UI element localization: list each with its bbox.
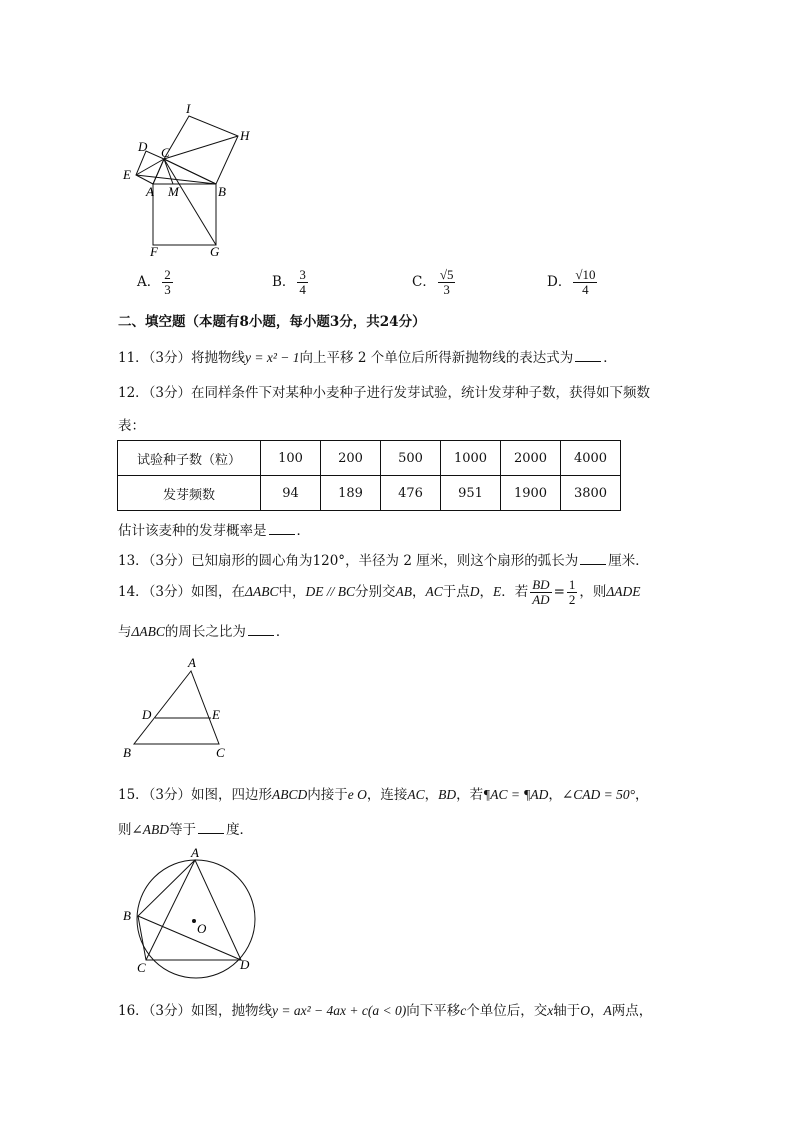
- q15-answer-blank: [198, 820, 224, 834]
- label-M: M: [168, 184, 179, 199]
- section-2-heading: 二、填空题（本题有8小题，每小题3分，共24分）: [118, 314, 426, 330]
- table-header-cell: 发芽频数: [118, 476, 261, 511]
- square-cihb: [164, 116, 238, 184]
- table-row: [118, 476, 621, 511]
- label-D: D: [240, 957, 250, 972]
- option-a: A． $\frac{2}{3}$: [137, 267, 171, 297]
- q11-formula: y = x² − 1: [245, 350, 300, 365]
- q13-answer-blank: [580, 551, 606, 565]
- question-14-line2: 与ΔABC的周长之比为 ．: [118, 624, 290, 640]
- label-A: A: [146, 184, 154, 199]
- table-cell: 189: [321, 476, 381, 511]
- question-11: 11．（3分）将抛物线y = x² − 1向上平移 2 个单位后所得新抛物线的表达式为 ．: [118, 350, 617, 366]
- label-O: O: [197, 921, 207, 936]
- label-C: C: [216, 745, 225, 760]
- question-16: 16．（3分）如图，抛物线y = ax² − 4ax + c(a < 0)向下平移c个单位后，交x轴于O，A两点，: [118, 1003, 653, 1019]
- segment-ab-ext: [136, 175, 216, 184]
- table-row: [118, 441, 621, 476]
- question-15-line1: 15．（3分）如图，四边形ABCD内接于e O，连接AC，BD，若¶AC = ¶AD，∠CAD = 50°，: [118, 787, 649, 803]
- label-C: C: [161, 145, 170, 160]
- question-15-line2: 则∠ABD等于 度．: [118, 822, 254, 838]
- q14-answer-blank: [248, 622, 274, 636]
- label-G: G: [210, 244, 220, 259]
- q11-answer-blank: [575, 348, 601, 362]
- label-B: B: [123, 745, 131, 760]
- label-F: F: [150, 244, 158, 259]
- option-d: D． $\frac{√10}{4}$: [547, 267, 596, 297]
- option-c: C． $\frac{√5}{3}$: [412, 267, 454, 297]
- center-point-o: [192, 919, 196, 923]
- label-E: E: [212, 707, 220, 722]
- table-cell: 200: [321, 441, 381, 476]
- table-cell: 4000: [561, 441, 621, 476]
- question-14-figure: [115, 655, 245, 765]
- table-cell: 1000: [441, 441, 501, 476]
- label-A: A: [188, 655, 196, 670]
- question-12-after: 估计该麦种的发芽概率是 ．: [118, 523, 310, 539]
- table-cell: 1900: [501, 476, 561, 511]
- question-14-line1: 14．（3分）如图，在ΔABC中，DE // BC分别交AB，AC于点D，E．若 $\frac{BD}{AD}$ = $\frac{1}{2}$ ，则ΔADE: [118, 577, 641, 607]
- label-B: B: [218, 184, 226, 199]
- label-H: H: [240, 128, 250, 143]
- label-I: I: [186, 101, 191, 116]
- question-13: 13．（3分）已知扇形的圆心角为120°，半径为 2 厘米，则这个扇形的弧长为 厘米．: [118, 553, 649, 569]
- label-E: E: [123, 167, 131, 182]
- label-C: C: [137, 960, 146, 975]
- table-header-cell: 试验种子数（粒）: [118, 441, 261, 476]
- segment-ec: [136, 159, 164, 175]
- table-cell: 2000: [501, 441, 561, 476]
- table-cell: 3800: [561, 476, 621, 511]
- table-cell: 94: [261, 476, 321, 511]
- question-12-line2: 表：: [118, 418, 145, 434]
- label-B: B: [123, 908, 131, 923]
- question-12-line1: 12．（3分）在同样条件下对某种小麦种子进行发芽试验，统计发芽种子数，获得如下频数: [118, 385, 651, 401]
- table-cell: 100: [261, 441, 321, 476]
- segment-ac: [146, 860, 195, 960]
- table-cell: 500: [381, 441, 441, 476]
- question-10-figure: [110, 95, 270, 265]
- option-b: B． $\frac{3}{4}$: [272, 267, 306, 297]
- label-D: D: [138, 139, 148, 154]
- q12-answer-blank: [269, 521, 295, 535]
- label-A: A: [191, 845, 199, 860]
- table-cell: 951: [441, 476, 501, 511]
- segment-bd: [138, 916, 241, 960]
- table-cell: 476: [381, 476, 441, 511]
- question-15-figure: [115, 845, 265, 980]
- frequency-table: [117, 440, 621, 511]
- label-D: D: [142, 707, 152, 722]
